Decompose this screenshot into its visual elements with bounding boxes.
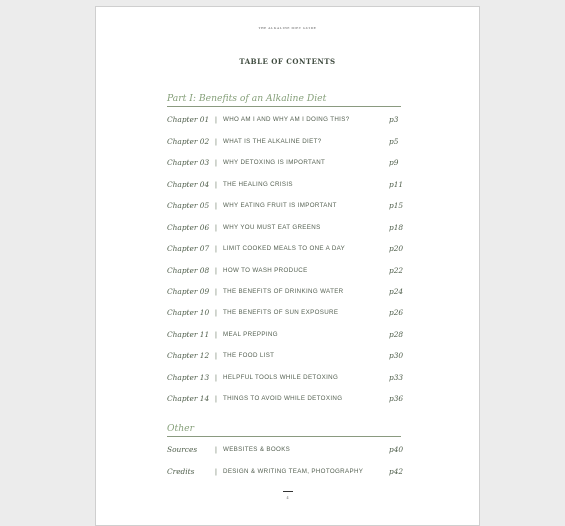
toc-entry-chapter-13[interactable]	[167, 372, 403, 383]
page-ref: p30	[389, 351, 404, 360]
section-heading-part1: Part I: Benefits of an Alkaline Diet	[167, 93, 401, 107]
chapter-title: DESIGN & WRITING TEAM, PHOTOGRAPHY	[223, 468, 364, 475]
footer-rule	[283, 491, 293, 492]
chapter-title: WHAT IS THE ALKALINE DIET?	[223, 138, 322, 145]
page-ref: p26	[389, 308, 404, 317]
toc-entry-chapter-07[interactable]	[167, 243, 403, 254]
separator: |	[215, 244, 217, 253]
page-number: 4	[286, 495, 289, 500]
separator: |	[215, 467, 217, 476]
chapter-label: Chapter 02	[167, 137, 210, 146]
chapter-title: HOW TO WASH PRODUCE	[223, 267, 308, 274]
page-ref: p15	[389, 201, 404, 210]
toc-entry-chapter-05[interactable]	[167, 200, 403, 211]
toc-entry-chapter-02[interactable]	[167, 136, 403, 147]
separator: |	[215, 287, 217, 296]
separator: |	[215, 373, 217, 382]
page-ref: p11	[389, 180, 404, 189]
toc-entry-chapter-06[interactable]	[167, 222, 403, 233]
page-ref: p20	[389, 244, 404, 253]
chapter-label: Credits	[167, 467, 195, 476]
chapter-label: Chapter 10	[167, 308, 210, 317]
toc-entry-chapter-03[interactable]	[167, 157, 403, 168]
toc-entry-chapter-10[interactable]	[167, 307, 403, 318]
chapter-title: WEBSITES & BOOKS	[223, 446, 291, 453]
separator: |	[215, 158, 217, 167]
toc-entry-credits[interactable]	[167, 466, 403, 477]
page-ref: p18	[389, 223, 404, 232]
page-ref: p3	[389, 115, 399, 124]
chapter-label: Chapter 13	[167, 373, 210, 382]
toc-entry-chapter-01[interactable]	[167, 114, 403, 125]
toc-entry-chapter-14[interactable]	[167, 393, 403, 404]
separator: |	[215, 351, 217, 360]
separator: |	[215, 180, 217, 189]
chapter-title: WHY YOU MUST EAT GREENS	[223, 224, 321, 231]
chapter-title: MEAL PREPPING	[223, 331, 278, 338]
separator: |	[215, 201, 217, 210]
chapter-title: WHO AM I AND WHY AM I DOING THIS?	[223, 116, 350, 123]
separator: |	[215, 115, 217, 124]
page-ref: p24	[389, 287, 404, 296]
chapter-label: Chapter 09	[167, 287, 210, 296]
page-ref: p40	[389, 445, 404, 454]
separator: |	[215, 445, 217, 454]
chapter-label: Chapter 07	[167, 244, 210, 253]
chapter-label: Chapter 11	[167, 330, 210, 339]
chapter-label: Sources	[167, 445, 198, 454]
chapter-label: Chapter 03	[167, 158, 210, 167]
chapter-label: Chapter 14	[167, 394, 210, 403]
chapter-label: Chapter 01	[167, 115, 210, 124]
toc-entry-chapter-08[interactable]	[167, 265, 403, 276]
page-ref: p36	[389, 394, 404, 403]
page-ref: p42	[389, 467, 404, 476]
separator: |	[215, 223, 217, 232]
separator: |	[215, 266, 217, 275]
toc-entry-chapter-11[interactable]	[167, 329, 403, 340]
chapter-title: THINGS TO AVOID WHILE DETOXING	[223, 395, 343, 402]
page-ref: p9	[389, 158, 399, 167]
separator: |	[215, 330, 217, 339]
page-ref: p22	[389, 266, 404, 275]
chapter-title: LIMIT COOKED MEALS TO ONE A DAY	[223, 245, 346, 252]
toc-entry-chapter-04[interactable]	[167, 179, 403, 190]
chapter-label: Chapter 12	[167, 351, 210, 360]
toc-title: TABLE OF CONTENTS	[239, 57, 336, 66]
page-ref: p28	[389, 330, 404, 339]
separator: |	[215, 308, 217, 317]
document-page	[95, 6, 480, 526]
page-ref: p5	[389, 137, 399, 146]
chapter-title: THE HEALING CRISIS	[223, 181, 293, 188]
toc-entry-sources[interactable]	[167, 444, 403, 455]
chapter-title: WHY DETOXING IS IMPORTANT	[223, 159, 326, 166]
chapter-label: Chapter 06	[167, 223, 210, 232]
chapter-title: WHY EATING FRUIT IS IMPORTANT	[223, 202, 337, 209]
chapter-title: HELPFUL TOOLS WHILE DETOXING	[223, 374, 339, 381]
toc-entry-chapter-12[interactable]	[167, 350, 403, 361]
chapter-title: THE BENEFITS OF DRINKING WATER	[223, 288, 344, 295]
page-ref: p33	[389, 373, 404, 382]
chapter-title: THE BENEFITS OF SUN EXPOSURE	[223, 309, 339, 316]
chapter-title: THE FOOD LIST	[223, 352, 275, 359]
running-head: THE ALKALINE DIET GUIDE	[258, 26, 317, 30]
separator: |	[215, 137, 217, 146]
chapter-label: Chapter 08	[167, 266, 210, 275]
chapter-label: Chapter 04	[167, 180, 210, 189]
separator: |	[215, 394, 217, 403]
section-heading-other: Other	[167, 423, 401, 437]
toc-entry-chapter-09[interactable]	[167, 286, 403, 297]
chapter-label: Chapter 05	[167, 201, 210, 210]
